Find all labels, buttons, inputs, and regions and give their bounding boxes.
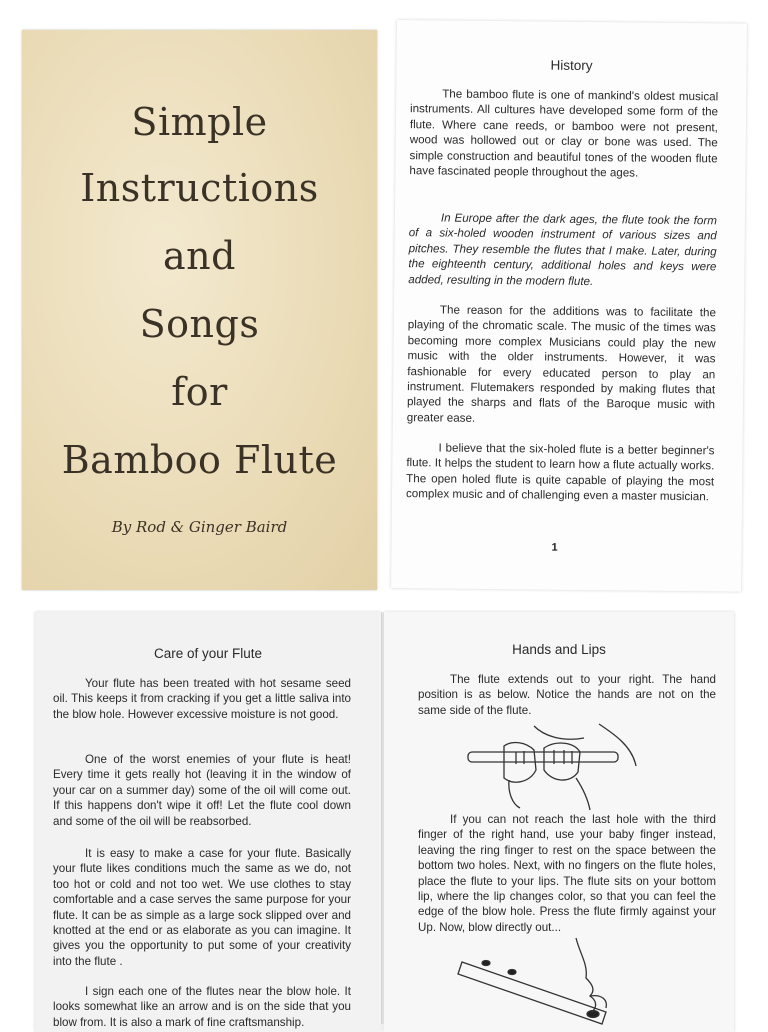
page-title: Hands and Lips [512, 642, 606, 657]
paragraph: The bamboo flute is one of mankind's oldest musical instruments. All cultures have developed some form of the flute. Where cane reeds, or bamboo were not present, wood was hollowed out or clay or bone was used. The simple construction and beautiful tones of the wooden flute have fascinated people throughout the ages. [409, 87, 719, 180]
paragraph: One of the worst enemies of your flute is heat! Every time it gets really hot (leaving it in the window of your car on a summer day) some of the oil will come out. If this happens don't wipe it off! Let the flute cool down and some of the oil will be reabsorbed. [53, 753, 351, 828]
cover-page [22, 30, 377, 590]
hands-page [384, 612, 734, 1032]
paragraph: The flute extends out to your right. The hand position is as below. Notice the hands are not on the same side of the flute. [418, 673, 716, 717]
cover-title-line: Songs [139, 302, 260, 346]
flute-at-lips-illustration [456, 934, 646, 1032]
hands-on-flute-illustration [464, 720, 644, 812]
cover-title-line: for [171, 370, 228, 414]
cover-title-line: Simple [131, 100, 268, 144]
care-page [35, 612, 381, 1032]
paragraph: If you can not reach the last hole with the third finger of the right hand, use your baby finger instead, leaving the ring finger to rest on the space between the bottom two holes. Next, with no fingers on the flute holes, place the flute to your lips. The flute sits on your bottom lip, where the lip changes color, so that you can feel the edge of the blow hole. Press the flute firmly against your Up. Now, blow directly out... [418, 813, 716, 934]
page-title: History [550, 57, 593, 74]
paragraph: The reason for the additions was to facilitate the playing of the chromatic scale. The music of the times was becoming more complex Musicians could play the new music with the older instruments. However, it was fashionable for every educated person to play an instrument. Flutemakers responded by making flutes that played the sharps and flats of the Baroque music with greater ease. [406, 303, 717, 425]
paragraph: In Europe after the dark ages, the flute took the form of a six-holed wooden instrument of various sizes and pitches. They resemble the flutes that I make. Later, during the eighteenth century, additional holes and keys were added, resulting in the modern flute. [408, 211, 717, 288]
paragraph: It is easy to make a case for your flute. Basically your flute likes conditions much the same as we do, not too hot or cold and not too wet. We use clothes to stay comfortable and a case serves the same purpose for your flute. It can be as simple as a large sock slipped over and knotted at the end or as elaborate as you can imagine. It gives you the opportunity to put some of your creativity into the flute . [53, 847, 351, 968]
paragraph: I sign each one of the flutes near the blow hole. It looks somewhat like an arrow and is on the side that you blow from. It is also a mark of fine craftsmanship. [53, 985, 351, 1029]
page-number: 1 [551, 541, 558, 554]
paragraph: I believe that the six-holed flute is a better beginner's flute. It helps the student to learn how a flute actually works. The open holed flute is quite capable of playing the most complex music and of challenging even a master musician. [405, 441, 715, 504]
cover-author: By Rod & Ginger Baird [111, 518, 288, 536]
page-title: Care of your Flute [153, 646, 263, 661]
cover-title-line: Bamboo Flute [61, 438, 338, 482]
cover-title-line: Instructions [80, 166, 319, 210]
cover-title-line: and [163, 234, 236, 278]
paragraph: Your flute has been treated with hot sesame seed oil. This keeps it from cracking if you get a little saliva into the blow hole. However excessive moisture is not good. [53, 677, 351, 721]
history-page [391, 20, 747, 592]
